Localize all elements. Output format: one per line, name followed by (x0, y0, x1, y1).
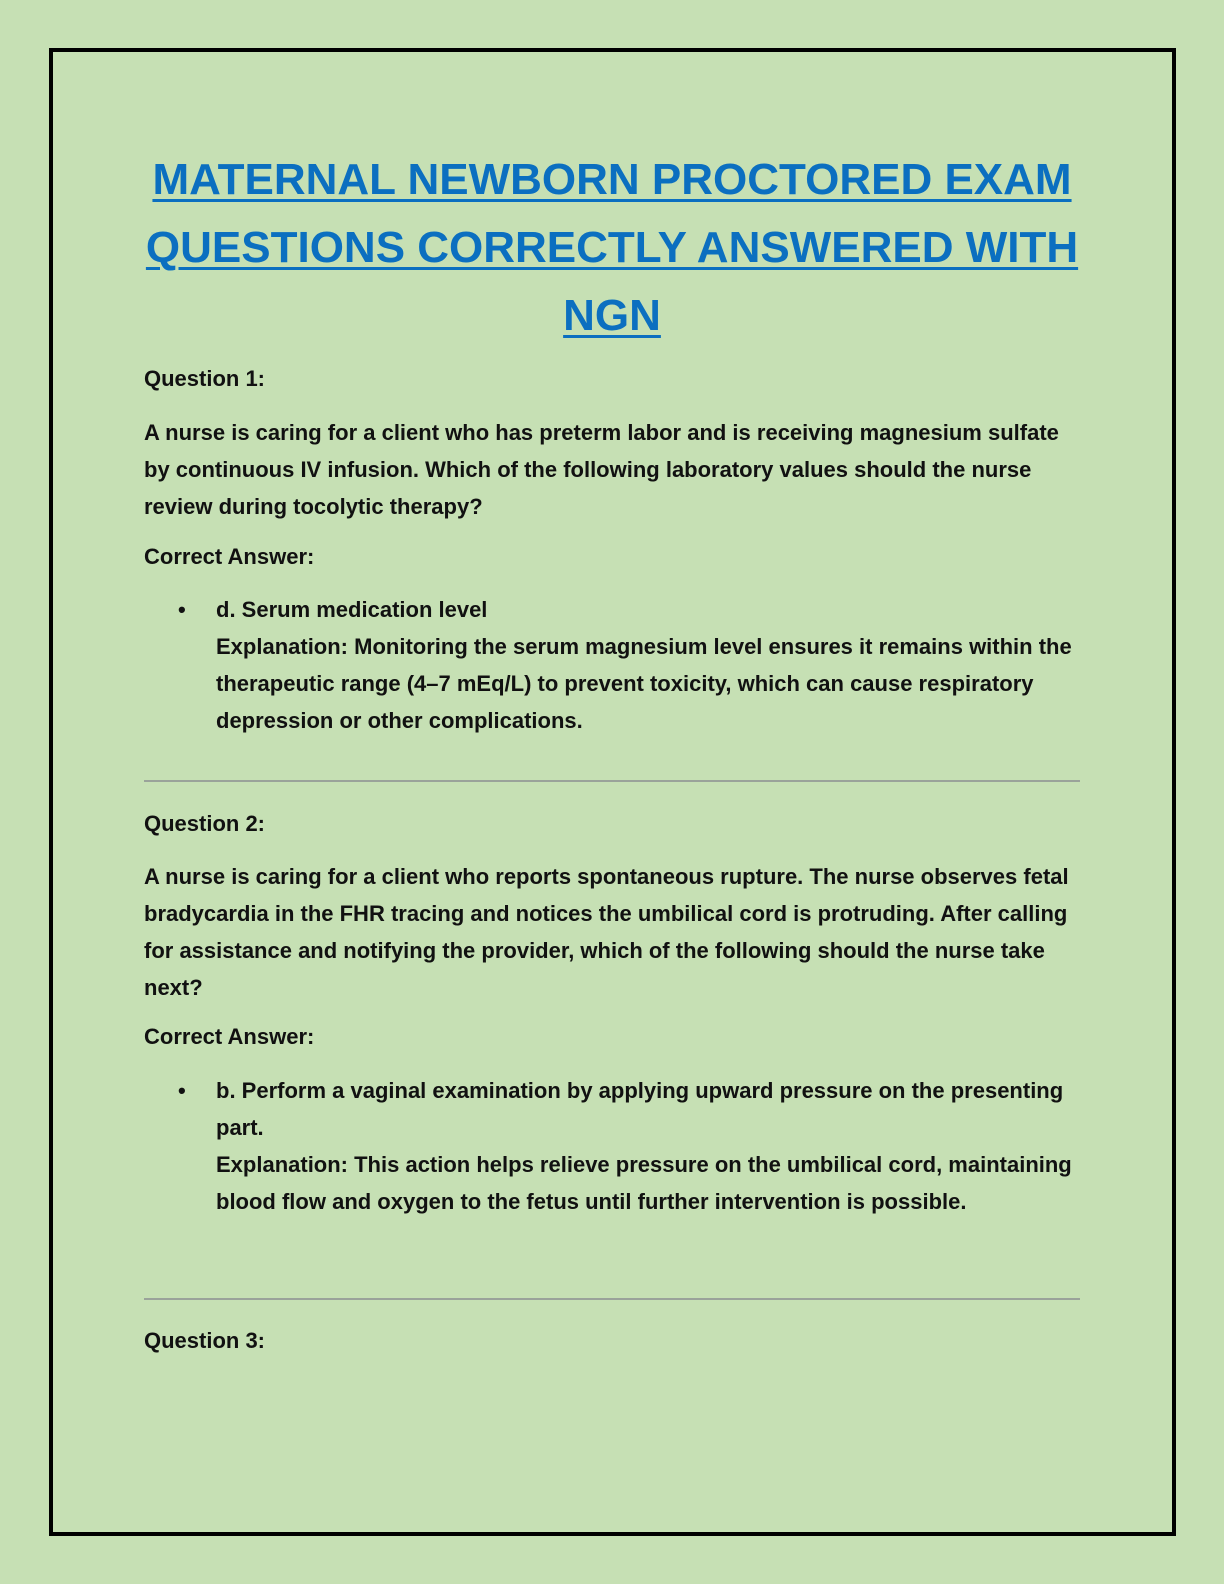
question-1-explanation: Explanation: Monitoring the serum magnesium level ensures it remains within the therapeutic range (4–7 mEq/L) to prevent toxicity, which can cause respiratory depression or other complications. (216, 634, 1072, 733)
question-2-explanation: Explanation: This action helps relieve pressure on the umbilical cord, maintaining blood flow and oxygen to the fetus until further intervention is possible. (216, 1152, 1072, 1214)
question-2-bullet: • (178, 1078, 186, 1103)
question-2-answer-block (216, 1072, 1076, 1220)
divider-1 (144, 780, 1080, 782)
question-1-answer-block (216, 591, 1076, 739)
question-1-text: A nurse is caring for a client who has preterm labor and is receiving magnesium sulfate by continuous IV infusion. Which of the following laboratory values should the nurse review during tocolytic therapy? (144, 420, 1059, 519)
question-2-answer-label: Correct Answer: (144, 1024, 315, 1049)
question-1-answer: d. Serum medication level (216, 597, 488, 622)
question-2-label: Question 2: (144, 811, 266, 836)
question-2-text: A nurse is caring for a client who reports spontaneous rupture. The nurse observes fetal bradycardia in the FHR tracing and notices the umbilical cord is protruding. After calling for assistance and notifying the provider, which of the following should the nurse take next? (144, 864, 1069, 1000)
question-1-label: Question 1: (144, 366, 266, 391)
question-1-answer-label: Correct Answer: (144, 544, 315, 569)
question-1-bullet: • (178, 597, 186, 622)
question-2-answer: b. Perform a vaginal examination by applying upward pressure on the presenting part. (216, 1078, 1064, 1140)
title-line-1: MATERNAL NEWBORN PROCTORED EXAM (152, 155, 1072, 204)
title-line-2: QUESTIONS CORRECTLY ANSWERED WITH (145, 223, 1079, 272)
title-line-3: NGN (563, 291, 661, 340)
divider-2 (144, 1298, 1080, 1300)
document-title (130, 146, 1094, 350)
question-3-label: Question 3: (144, 1328, 266, 1353)
